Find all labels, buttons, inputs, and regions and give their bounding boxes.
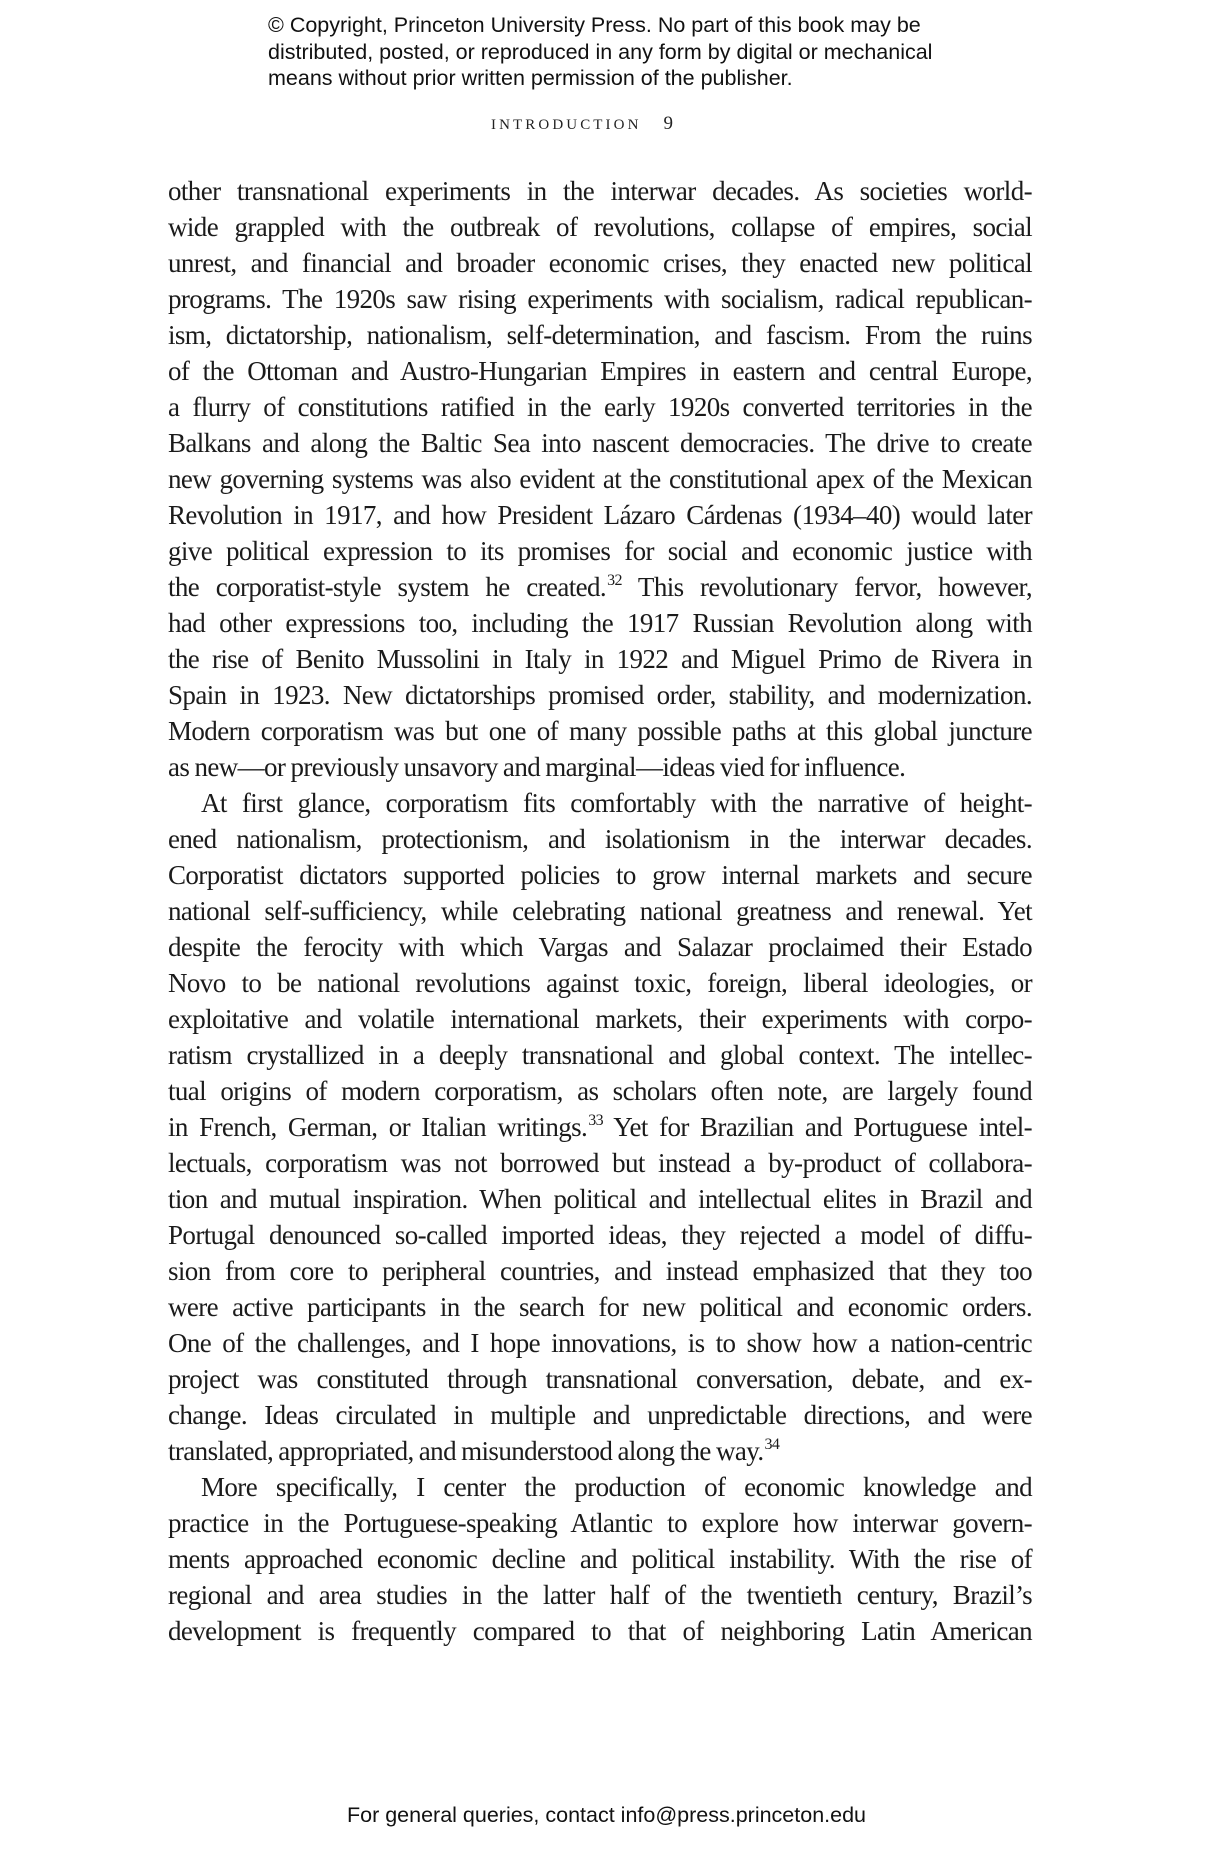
paragraph bbox=[168, 1469, 1032, 1649]
text-line: tion and mutual inspiration. When political and intellectual elites in Brazil and bbox=[168, 1184, 1032, 1214]
text-line: the rise of Benito Mussolini in Italy in 1922 and Miguel Primo de Rivera in bbox=[168, 644, 1032, 674]
text-line: Modern corporatism was but one of many possible paths at this global juncture bbox=[168, 716, 1032, 746]
text-line: development is frequently compared to that of neighboring Latin American bbox=[168, 1616, 1032, 1646]
text-line: ments approached economic decline and political instability. With the rise of bbox=[168, 1544, 1032, 1574]
text-line: were active participants in the search for new political and economic orders. bbox=[168, 1292, 1032, 1322]
text-line: in French, German, or Italian writings.$^{33}$ Yet for Brazilian and Portuguese intel- bbox=[168, 1112, 1032, 1142]
text-line: Corporatist dictators supported policies to grow internal markets and secure bbox=[168, 860, 1032, 890]
text-line: Spain in 1923. New dictatorships promised order, stability, and modernization. bbox=[168, 680, 1032, 710]
text-line: national self-sufficiency, while celebrating national greatness and renewal. Yet bbox=[168, 896, 1032, 926]
section-title: INTRODUCTION bbox=[491, 117, 642, 133]
text-line: a flurry of constitutions ratified in the early 1920s converted territories in the bbox=[168, 392, 1032, 422]
text-line: unrest, and financial and broader economic crises, they enacted new political bbox=[168, 248, 1032, 278]
text-line: the corporatist-style system he created.$^{32}$ This revolutionary fervor, however, bbox=[168, 572, 1032, 602]
footnote-ref: 33 bbox=[588, 1112, 603, 1129]
text-line: exploitative and volatile international markets, their experiments with corpo- bbox=[168, 1004, 1032, 1034]
text-line: wide grappled with the outbreak of revolutions, collapse of empires, social bbox=[168, 212, 1032, 242]
copyright-line: means without prior written permission of the publisher. bbox=[268, 66, 793, 90]
text-line: lectuals, corporatism was not borrowed but instead a by-product of collabora- bbox=[168, 1148, 1032, 1178]
text-line: change. Ideas circulated in multiple and unpredictable directions, and were bbox=[168, 1400, 1032, 1430]
text-line: ened nationalism, protectionism, and isolationism in the interwar decades. bbox=[168, 824, 1032, 854]
text-line: practice in the Portuguese-speaking Atlantic to explore how interwar govern- bbox=[168, 1508, 1032, 1538]
text-line: project was constituted through transnational conversation, debate, and ex- bbox=[168, 1364, 1032, 1394]
text-line: give political expression to its promises for social and economic justice with bbox=[168, 536, 1032, 566]
copyright-line: distributed, posted, or reproduced in any form by digital or mechanical bbox=[268, 39, 933, 64]
page-number: 9 bbox=[663, 113, 674, 134]
running-head bbox=[491, 113, 673, 135]
text-line: ism, dictatorship, nationalism, self-determination, and fascism. From the ruins bbox=[168, 320, 1032, 350]
paragraph bbox=[168, 173, 1032, 785]
text-line: ratism crystallized in a deeply transnational and global context. The intellec- bbox=[168, 1040, 1032, 1070]
paragraph bbox=[168, 785, 1032, 1469]
text-line: Portugal denounced so-called imported ideas, they rejected a model of diffu- bbox=[168, 1220, 1032, 1250]
text-line: Balkans and along the Baltic Sea into nascent democracies. The drive to create bbox=[168, 428, 1032, 458]
footnote-ref: 34 bbox=[764, 1436, 780, 1453]
text-line: sion from core to peripheral countries, and instead emphasized that they too bbox=[168, 1256, 1032, 1286]
text-line: had other expressions too, including the 1917 Russian Revolution along with bbox=[168, 608, 1032, 638]
text-line: despite the ferocity with which Vargas and Salazar proclaimed their Estado bbox=[168, 932, 1032, 962]
text-line: tual origins of modern corporatism, as scholars often note, are largely found bbox=[168, 1076, 1032, 1106]
copyright-notice bbox=[268, 12, 988, 92]
text-line: translated, appropriated, and misunderstood along the way.$^{34}$ bbox=[168, 1436, 780, 1466]
text-line: as new—or previously unsavory and marginal—ideas vied for influence. bbox=[168, 752, 906, 782]
footer-contact: For general queries, contact info@press.princeton.edu bbox=[347, 1803, 867, 1827]
copyright-line: © Copyright, Princeton University Press. No part of this book may be bbox=[268, 13, 921, 37]
text-line: One of the challenges, and I hope innovations, is to show how a nation-centric bbox=[168, 1328, 1032, 1358]
footnote-ref: 32 bbox=[607, 572, 622, 589]
text-line: of the Ottoman and Austro-Hungarian Empires in eastern and central Europe, bbox=[168, 356, 1032, 386]
text-line: Revolution in 1917, and how President Lázaro Cárdenas (1934–40) would later bbox=[168, 500, 1032, 530]
text-line: other transnational experiments in the interwar decades. As societies world- bbox=[168, 176, 1032, 206]
body-text bbox=[168, 173, 1032, 1649]
text-line: new governing systems was also evident at the constitutional apex of the Mexican bbox=[168, 464, 1032, 494]
text-line: More specifically, I center the production of economic knowledge and bbox=[201, 1472, 1032, 1502]
text-line: regional and area studies in the latter half of the twentieth century, Brazil’s bbox=[168, 1580, 1032, 1610]
text-line: Novo to be national revolutions against toxic, foreign, liberal ideologies, or bbox=[168, 968, 1032, 998]
text-line: At first glance, corporatism fits comfortably with the narrative of height- bbox=[201, 788, 1032, 818]
text-line: programs. The 1920s saw rising experiments with socialism, radical republican- bbox=[168, 284, 1032, 314]
